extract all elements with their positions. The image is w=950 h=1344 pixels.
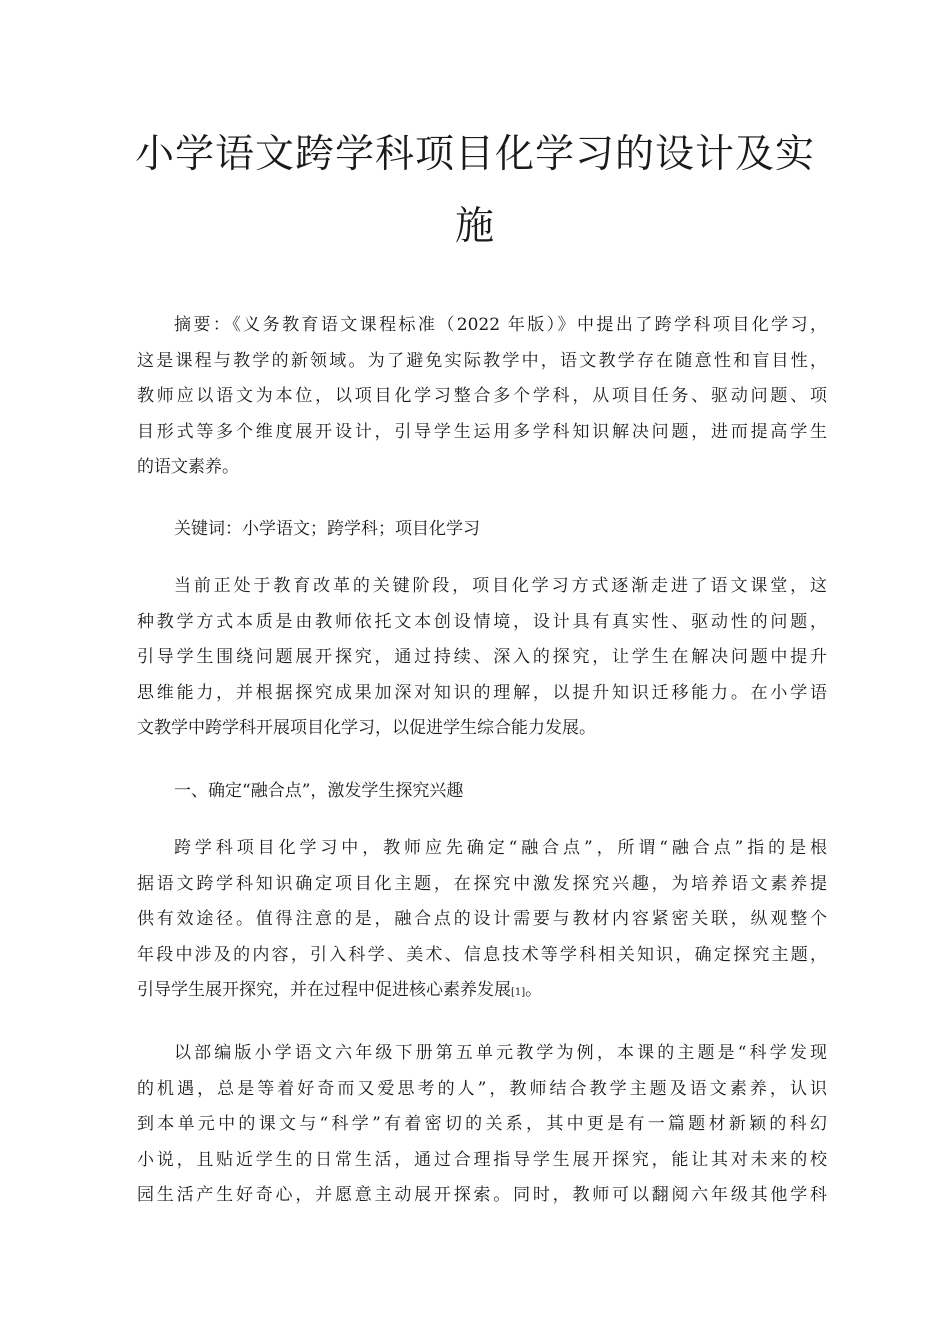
abstract-line: 目形式等多个维度展开设计，引导学生运用多学科知识解决问题，进而提高学生 <box>137 421 827 442</box>
abstract-line: 教师应以语文为本位，以项目化学习整合多个学科，从项目任务、驱动问题、项 <box>137 386 827 406</box>
body-line: 小说，且贴近学生的日常生活，通过合理指导学生展开探究，能让其对未来的校 <box>137 1149 827 1170</box>
section-heading-text: 一、确定“融合点”，激发学生探究兴趣 <box>174 781 464 801</box>
abstract-line: 这是课程与教学的新领域。为了避免实际教学中，语文教学存在随意性和盲目性， <box>137 350 827 371</box>
body-line: 园生活产生好奇心，并愿意主动展开探索。同时，教师可以翻阅六年级其他学科 <box>137 1185 827 1205</box>
citation-ref: [1] <box>511 987 526 998</box>
section-heading <box>137 774 827 810</box>
keywords-paragraph <box>137 512 827 548</box>
abstract-paragraph <box>137 308 827 486</box>
body-line: 到本单元中的课文与“科学”有着密切的关系，其中更是有一篇题材新颖的科幻 <box>137 1114 827 1134</box>
body-line-last <box>137 973 827 1011</box>
intro-paragraph <box>137 569 827 747</box>
body-line: 跨学科项目化学习中，教师应先确定“融合点”，所谓“融合点”指的是根 <box>174 838 827 858</box>
body-line: 据语文跨学科知识确定项目化主题，在探究中激发探究兴趣，为培养语文素养提 <box>137 873 827 894</box>
abstract-line: 摘要：《义务教育语文课程标准（2022 年版）》中提出了跨学科项目化学习， <box>174 315 827 335</box>
section1-paragraph-1 <box>137 831 827 1011</box>
document-title-line-2: 施 <box>454 204 495 249</box>
document-title-line-1: 小学语文跨学科项目化学习的设计及实 <box>134 132 815 177</box>
intro-line: 当前正处于教育改革的关键阶段，项目化学习方式逐渐走进了语文课堂，这 <box>174 576 827 596</box>
body-line: 供有效途径。值得注意的是，融合点的设计需要与教材内容紧密关联，纵观整个 <box>137 909 827 929</box>
intro-line: 思维能力，并根据探究成果加深对知识的理解，以提升知识迁移能力。在小学语 <box>137 682 827 703</box>
intro-line: 种教学方式本质是由教师依托文本创设情境，设计具有真实性、驱动性的问题， <box>137 611 827 632</box>
intro-line: 引导学生围绕问题展开探究，通过持续、深入的探究，让学生在解决问题中提升 <box>137 647 827 667</box>
body-line-end: 。 <box>525 980 543 1000</box>
body-line: 以部编版小学语文六年级下册第五单元教学为例，本课的主题是“科学发现 <box>174 1043 827 1063</box>
body-line-text: 引导学生展开探究，并在过程中促进核心素养发展 <box>137 980 511 1000</box>
intro-line: 文教学中跨学科开展项目化学习，以促进学生综合能力发展。 <box>137 718 596 738</box>
body-line: 的机遇，总是等着好奇而又爱思考的人”，教师结合教学主题及语文素养，认识 <box>137 1078 827 1099</box>
section1-paragraph-2 <box>137 1036 827 1214</box>
body-line: 年段中涉及的内容，引入科学、美术、信息技术等学科相关知识，确定探究主题， <box>137 944 827 965</box>
abstract-line: 的语文素养。 <box>137 457 239 477</box>
keywords-line: 关键词：小学语文；跨学科；项目化学习 <box>174 519 480 539</box>
